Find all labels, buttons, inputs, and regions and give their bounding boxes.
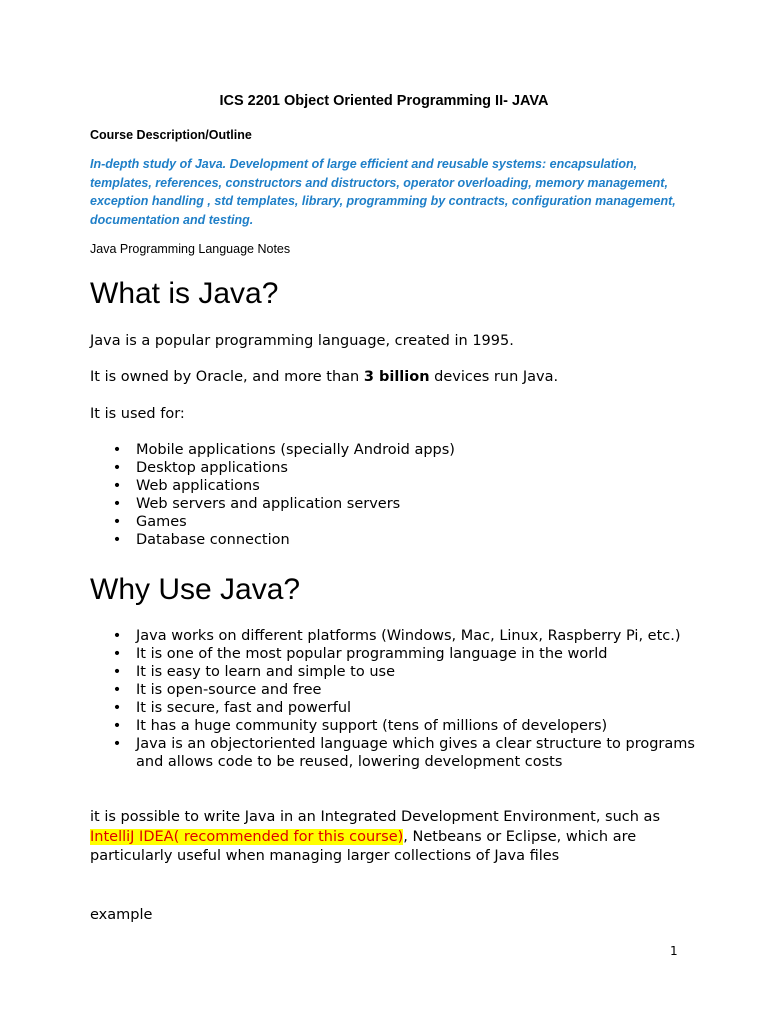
bullet-icon: • bbox=[112, 460, 122, 476]
paragraph-owned-start: It is owned by Oracle, and more than bbox=[90, 369, 364, 385]
list-item-text: Java is an objectoriented language which gives a clear structure to programs and allows code to be reused, lowering development costs bbox=[136, 736, 695, 770]
page-number: 1 bbox=[670, 944, 678, 958]
bullet-icon: • bbox=[112, 496, 122, 512]
list-item-text: Desktop applications bbox=[136, 460, 288, 476]
paragraph-owned bbox=[90, 368, 558, 386]
ide-paragraph-end: , Netbeans or Eclipse, which are particularly useful when managing larger collections of Java files bbox=[90, 828, 637, 864]
uses-list bbox=[90, 441, 455, 549]
list-item bbox=[90, 513, 455, 531]
bullet-icon: • bbox=[112, 646, 122, 662]
reasons-list bbox=[90, 627, 696, 771]
ide-paragraph-start: it is possible to write Java in an Integrated Development Environment, such as bbox=[90, 809, 660, 825]
heading-why-use-java: Why Use Java? bbox=[90, 573, 301, 606]
list-item-text: It is one of the most popular programming language in the world bbox=[136, 646, 608, 662]
list-item-text: It has a huge community support (tens of millions of developers) bbox=[136, 718, 608, 734]
bullet-icon: • bbox=[112, 628, 122, 644]
list-item-text: Java works on different platforms (Windows, Mac, Linux, Raspberry Pi, etc.) bbox=[136, 628, 681, 644]
list-item-text: It is open-source and free bbox=[136, 682, 322, 698]
bullet-icon: • bbox=[112, 478, 122, 494]
course-heading: Course Description/Outline bbox=[90, 128, 252, 142]
list-item bbox=[90, 477, 455, 495]
paragraph-created: Java is a popular programming language, created in 1995. bbox=[90, 333, 514, 349]
list-item bbox=[90, 663, 696, 681]
list-item-text: It is easy to learn and simple to use bbox=[136, 664, 396, 680]
list-item-text: Web servers and application servers bbox=[136, 496, 401, 512]
list-item-text: Database connection bbox=[136, 532, 290, 548]
list-item-text: It is secure, fast and powerful bbox=[136, 700, 352, 716]
bullet-icon: • bbox=[112, 700, 122, 716]
list-item bbox=[90, 681, 696, 699]
list-item bbox=[90, 627, 696, 645]
list-item bbox=[90, 699, 696, 717]
list-item-text: Web applications bbox=[136, 478, 260, 494]
list-item-text: Games bbox=[136, 514, 187, 530]
list-item bbox=[90, 531, 455, 549]
example-label: example bbox=[90, 907, 153, 923]
bullet-icon: • bbox=[112, 532, 122, 548]
list-item bbox=[90, 717, 696, 735]
ide-highlight: IntelliJ IDEA( recommended for this course) bbox=[90, 828, 404, 845]
course-description: In-depth study of Java. Development of large efficient and reusable systems: encapsulation, templates, references, constructors and distructors, operator overloading, memory management, exception handling , std templates, library, programming by contracts, configuration management, documentation and testing. bbox=[90, 157, 676, 228]
list-item bbox=[90, 495, 455, 513]
document-title: ICS 2201 Object Oriented Programming II- JAVA bbox=[219, 93, 549, 109]
notes-label: Java Programming Language Notes bbox=[90, 242, 291, 256]
paragraph-owned-bold: 3 billion bbox=[363, 369, 430, 385]
heading-what-is-java: What is Java? bbox=[90, 277, 279, 310]
list-item bbox=[90, 441, 455, 459]
list-item bbox=[90, 459, 455, 477]
bullet-icon: • bbox=[112, 514, 122, 530]
bullet-icon: • bbox=[112, 442, 122, 458]
paragraph-owned-end: devices run Java. bbox=[429, 369, 559, 385]
bullet-icon: • bbox=[112, 682, 122, 698]
list-item bbox=[90, 645, 696, 663]
bullet-icon: • bbox=[112, 718, 122, 734]
bullet-icon: • bbox=[112, 736, 122, 752]
ide-paragraph bbox=[90, 808, 690, 867]
list-item-text: Mobile applications (specially Android apps) bbox=[136, 442, 455, 458]
list-item bbox=[90, 735, 696, 771]
bullet-icon: • bbox=[112, 664, 122, 680]
paragraph-used-for: It is used for: bbox=[90, 406, 185, 422]
